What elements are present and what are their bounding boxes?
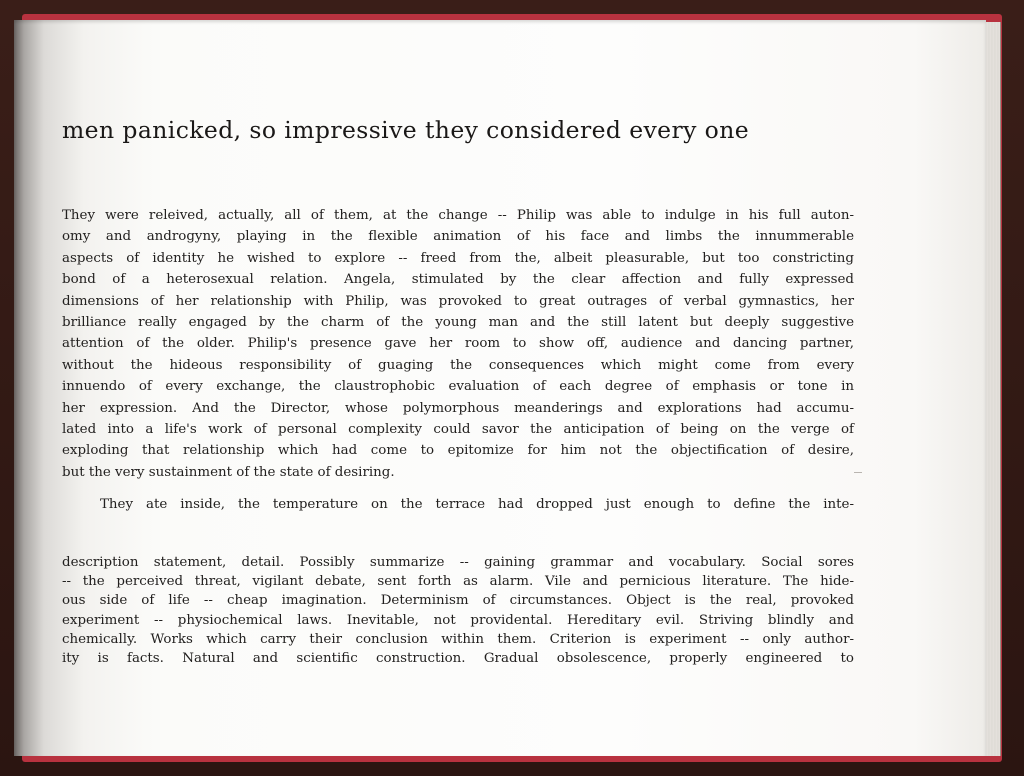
text-line: without the hideous responsibility of guaging the consequences which might come from every [62,357,854,373]
text-line: lated into a life's work of personal complexity could savor the anticipation of being on the verge of [62,421,854,437]
text-line: They ate inside, the temperature on the terrace had dropped just enough to define the inte- [100,497,854,512]
page-heading: men panicked, so impressive they considered every one [62,116,750,144]
text-line: her expression. And the Director, whose polymorphous meanderings and explorations had accumu- [62,400,854,416]
text-line: omy and androgyny, playing in the flexible animation of his face and limbs the innummerable [62,229,854,245]
paragraph-3 [62,553,854,668]
paragraph-2 [62,494,854,515]
text-line: brilliance really engaged by the charm of the young man and the still latent but deeply suggestive [62,314,854,330]
text-line: chemically. Works which carry their conclusion within them. Criterion is experiment -- only author- [62,631,854,647]
text-line: They were releived, actually, all of them, at the change -- Philip was able to indulge in his full auton- [62,208,854,223]
text-line: experiment -- physiochemical laws. Inevitable, not providental. Hereditary evil. Striving blindly and [62,612,854,628]
paragraph-1 [62,205,854,483]
text-line: but the very sustainment of the state of desiring. [62,464,395,480]
text-line: attention of the older. Philip's presence gave her room to show off, audience and dancing partner, [62,336,854,352]
text-line: ous side of life -- cheap imagination. Determinism of circumstances. Object is the real, provoked [62,593,854,609]
text-line: innuendo of every exchange, the claustrophobic evaluation of each degree of emphasis or tone in [62,379,854,395]
text-line: -- the perceived threat, vigilant debate, sent forth as alarm. Vile and pernicious literature. The hide- [62,574,854,590]
text-line: ity is facts. Natural and scientific construction. Gradual obsolescence, properly engineered to [62,650,854,666]
text-line: exploding that relationship which had come to epitomize for him not the objectification of desire, [62,443,854,459]
text-line: bond of a heterosexual relation. Angela, stimulated by the clear affection and fully expressed [62,272,854,288]
text-line: aspects of identity he wished to explore -- freed from the, albeit pleasurable, but too constricting [62,250,854,266]
margin-mark [854,472,862,473]
text-line: description statement, detail. Possibly summarize -- gaining grammar and vocabulary. Social sores [62,555,854,570]
text-line: dimensions of her relationship with Philip, was provoked to great outrages of verbal gymnastics, her [62,293,854,309]
book-page [14,20,986,756]
